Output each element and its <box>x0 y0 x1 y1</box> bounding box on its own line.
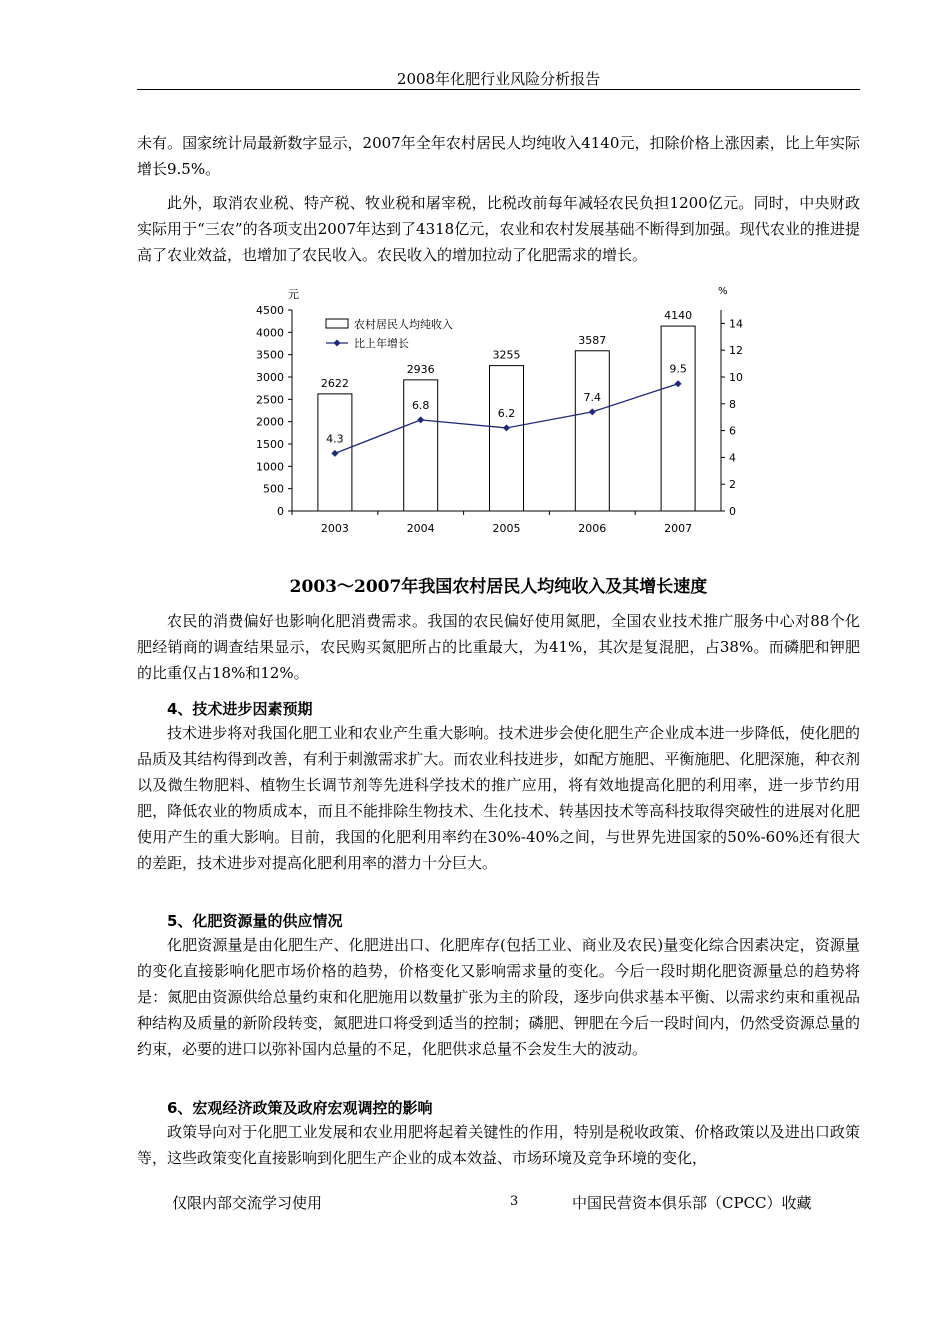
legend-bar-label: 农村居民人均纯收入 <box>354 318 453 331</box>
footer-collection: 中国民营资本俱乐部（CPCC）收藏 <box>572 1194 812 1212</box>
section-heading-5: 5、化肥资源量的供应情况 <box>167 912 343 930</box>
left-axis-tick-label: 2500 <box>256 393 284 407</box>
income-bar <box>575 351 609 511</box>
left-axis-unit: 元 <box>288 288 299 301</box>
left-axis-tick-label: 3500 <box>256 348 284 362</box>
growth-point-label: 9.5 <box>669 362 687 376</box>
growth-point-label: 6.2 <box>497 406 516 420</box>
left-axis-tick-label: 4500 <box>256 304 284 317</box>
page-header-title: 2008年化肥行业风险分析报告 <box>396 70 601 88</box>
right-axis-tick-label: 12 <box>729 344 743 358</box>
paragraph-2: 此外，取消农业税、特产税、牧业税和屠宰税，比税改前每年减轻农民负担1200亿元。同时，中央财政实际用于“三农”的各项支出2007年达到了4318亿元，农业和农村发展基础不断得到加强。现代农业的推进提高了农业效益，也增加了农民收入。农民收入的增加拉动了化肥需求的增长。 <box>137 194 860 264</box>
chart-caption: 2003～2007年我国农村居民人均纯收入及其增长速度 <box>289 577 708 597</box>
left-axis-tick-label: 500 <box>263 482 284 496</box>
right-axis-tick-label: 10 <box>729 371 743 384</box>
paragraph-6: 政策导向对于化肥工业发展和农业用肥将起着关键性的作用，特别是税收政策、价格政策以及进出口政策等，这些政策变化直接影响到化肥生产企业的成本效益、市场环境及竞争环境的变化， <box>137 1123 860 1167</box>
x-axis-tick-label: 2007 <box>664 522 693 535</box>
right-axis-tick-label: 8 <box>729 397 736 411</box>
left-axis-tick-label: 3000 <box>256 371 284 384</box>
footer-note: 仅限内部交流学习使用 <box>172 1194 323 1212</box>
right-axis-unit: % <box>718 286 728 297</box>
header-divider <box>137 89 860 90</box>
right-axis-tick-label: 0 <box>729 505 736 518</box>
section-heading-4: 4、技术进步因素预期 <box>167 700 313 718</box>
x-axis-tick-label: 2003 <box>320 522 349 535</box>
left-axis-tick-label: 1500 <box>256 438 284 451</box>
paragraph-1: 未有。国家统计局最新数字显示，2007年全年农村居民人均纯收入4140元，扣除价格上涨因素，比上年实际增长9.5%。 <box>137 134 860 178</box>
left-axis-tick-label: 4000 <box>256 326 284 340</box>
right-axis-tick-label: 4 <box>729 451 736 465</box>
income-bar-label: 4140 <box>664 309 693 323</box>
income-bar-label: 3587 <box>578 333 607 347</box>
x-axis-tick-label: 2004 <box>406 522 435 535</box>
x-axis-tick-label: 2005 <box>492 522 521 535</box>
growth-point-label: 4.3 <box>326 432 344 446</box>
income-bar-label: 2622 <box>320 376 349 390</box>
right-axis-tick-label: 2 <box>729 478 736 492</box>
income-bar-label: 3255 <box>492 348 521 362</box>
right-axis-tick-label: 6 <box>729 424 736 438</box>
income-bar-label: 2936 <box>406 362 435 376</box>
growth-point-label: 6.8 <box>411 398 430 412</box>
paragraph-5: 化肥资源量是由化肥生产、化肥进出口、化肥库存(包括工业、商业及农民)量变化综合因素决定，资源量的变化直接影响化肥市场价格的趋势，价格变化又影响需求量的变化。今后一段时期化肥资源量总的趋势将是：氮肥由资源供给总量约束和化肥施用以数量扩张为主的阶段，逐步向供求基本平衡、以需求约束和重视品种结构及质量的新阶段转变，氮肥进口将受到适当的控制；磷肥、钾肥在今后一段时间内，仍然受资源总量的约束，必要的进口以弥补国内总量的不足，化肥供求总量不会发生大的波动。 <box>137 936 860 1058</box>
legend-line-marker <box>334 340 341 347</box>
income-bar <box>490 366 524 511</box>
left-axis-tick-label: 0 <box>277 505 284 518</box>
paragraph-4: 技术进步将对我国化肥工业和农业产生重大影响。技术进步会使化肥生产企业成本进一步降低，使化肥的品质及其结构得到改善，有利于刺激需求扩大。而农业科技进步，如配方施肥、平衡施肥、化肥深施，种衣剂以及微生物肥料、植物生长调节剂等先进科学技术的推广应用，将有效地提高化肥的利用率，进一步节约用肥，降低农业的物质成本，而且不能排除生物技术、生化技术、转基因技术等高科技取得突破性的进展对化肥使用产生的重大影响。目前，我国的化肥利用率约在30%-40%之间，与世界先进国家的50%-60%还有很大的差距，技术进步对提高化肥利用率的潜力十分巨大。 <box>137 724 860 872</box>
paragraph-3: 农民的消费偏好也影响化肥消费需求。我国的农民偏好使用氮肥，全国农业技术推广服务中心对88个化肥经销商的调查结果显示，农民购买氮肥所占的比重最大，为41%，其次是复混肥，占38%。而磷肥和钾肥的比重仅占18%和12%。 <box>137 612 860 682</box>
right-axis-tick-label: 14 <box>729 317 743 331</box>
left-axis-tick-label: 1000 <box>256 460 284 474</box>
legend-bar-swatch <box>326 319 348 328</box>
x-axis-tick-label: 2006 <box>578 522 607 535</box>
left-axis-tick-label: 2000 <box>256 415 284 429</box>
income-chart <box>230 282 760 547</box>
legend-line-label: 比上年增长 <box>354 337 409 350</box>
section-heading-6: 6、宏观经济政策及政府宏观调控的影响 <box>167 1099 433 1117</box>
growth-point-label: 7.4 <box>583 390 602 404</box>
page-number: 3 <box>510 1194 519 1209</box>
income-bar <box>661 326 695 511</box>
